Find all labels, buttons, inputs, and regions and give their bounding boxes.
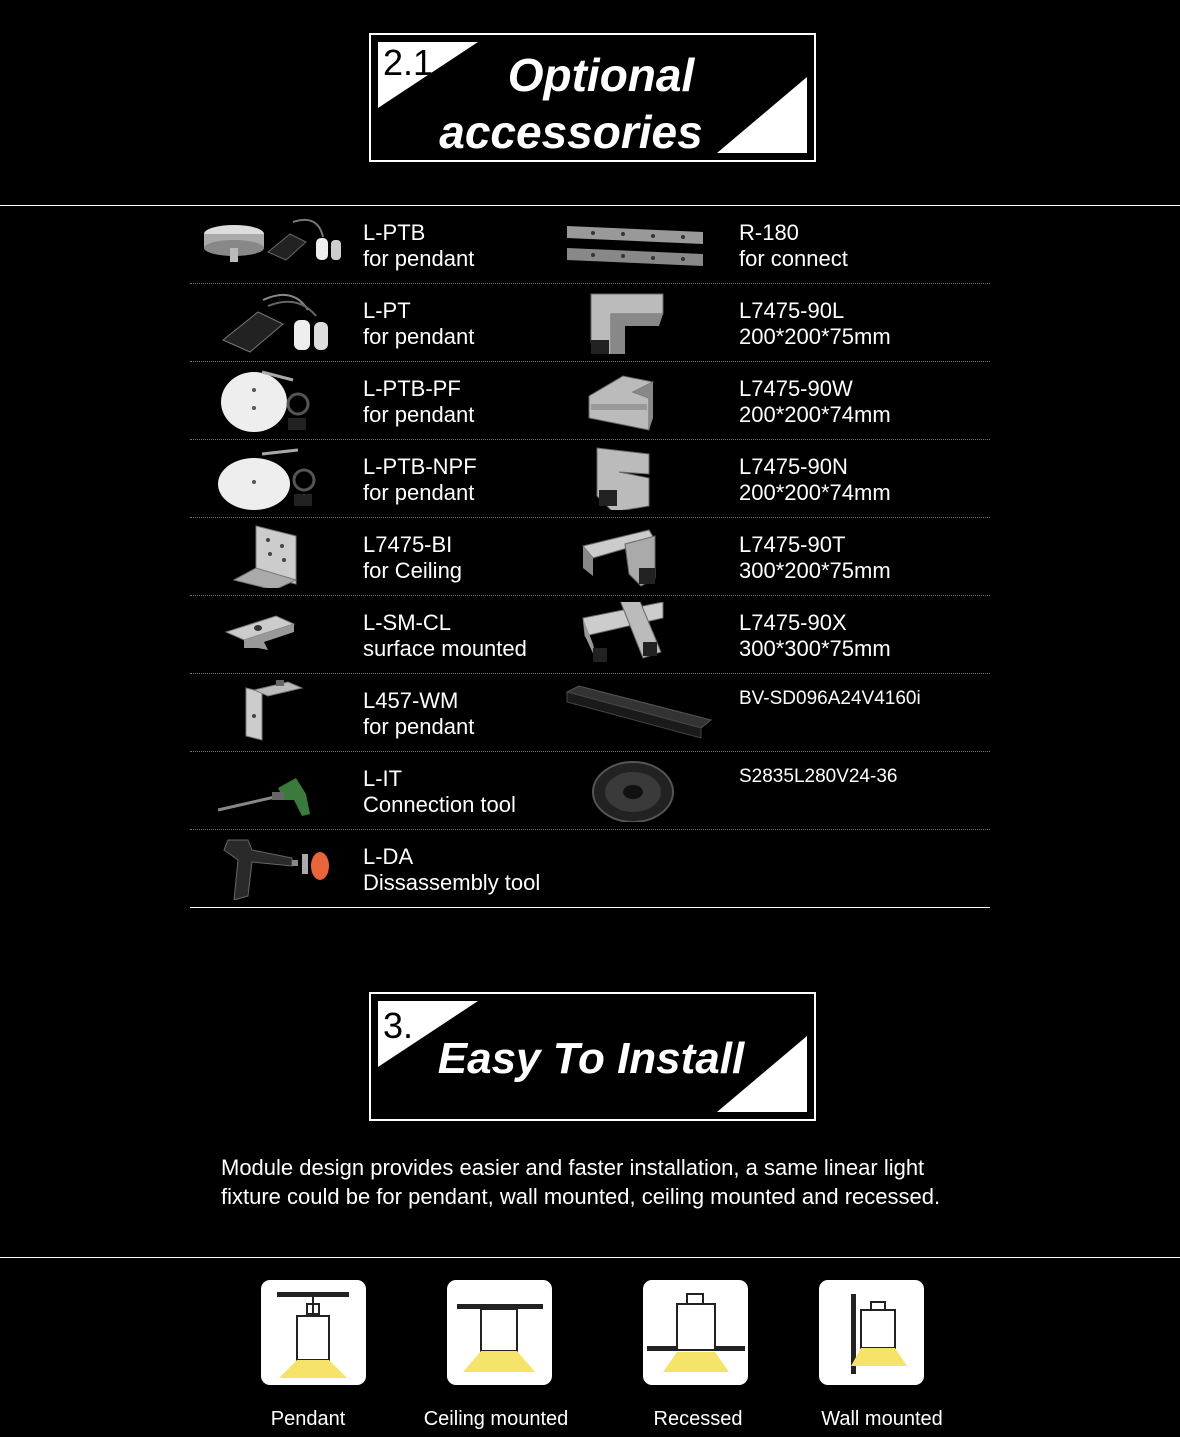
pendant-canopy-kit-icon xyxy=(198,212,348,276)
table-row xyxy=(190,674,990,752)
accessory-desc: for pendant xyxy=(363,246,475,271)
tile xyxy=(447,1280,552,1385)
section-title: Easy To Install xyxy=(437,1034,745,1083)
l-corner-profile-icon xyxy=(563,290,713,354)
accessory-item xyxy=(565,206,990,283)
accessory-item xyxy=(190,830,565,907)
accessory-code: L457-WM xyxy=(363,688,459,713)
accessory-code: BV-SD096A24V4160i xyxy=(739,688,921,709)
accessory-item xyxy=(190,674,565,751)
accessory-code: L7475-90T xyxy=(739,532,846,557)
install-methods xyxy=(0,1278,1180,1437)
install-label-text: Wall mounted xyxy=(821,1408,943,1430)
table-row xyxy=(190,284,990,362)
accessory-desc: for pendant xyxy=(363,714,475,739)
install-label-text: Ceiling mounted xyxy=(423,1408,569,1430)
driver-box-icon xyxy=(563,680,713,744)
table-row xyxy=(190,518,990,596)
accessory-label xyxy=(363,766,516,818)
accessory-item xyxy=(565,596,990,673)
accessory-item xyxy=(190,596,565,673)
accessory-code: S2835L280V24-36 xyxy=(739,766,898,787)
accessory-item xyxy=(565,284,990,361)
accessory-item xyxy=(190,518,565,595)
accessory-label xyxy=(739,220,848,272)
accessory-code: L7475-90N xyxy=(739,454,848,479)
table-row xyxy=(190,830,990,908)
accessory-label xyxy=(739,532,891,584)
l-corner-profile-icon xyxy=(563,446,713,510)
accessory-label xyxy=(739,376,891,428)
divider xyxy=(0,1257,1180,1258)
accessory-item xyxy=(190,284,565,361)
tile xyxy=(261,1280,366,1385)
hex-key-tool-icon xyxy=(198,758,348,822)
wall-bracket-icon xyxy=(198,680,348,744)
accessory-label xyxy=(739,764,897,790)
accessory-desc: for pendant xyxy=(363,480,475,505)
section-number: 3. xyxy=(383,1005,414,1046)
table-row xyxy=(190,206,990,284)
accessories-table xyxy=(190,206,990,908)
accessory-code: L-PTB-PF xyxy=(363,376,461,401)
accessory-desc: 300*200*75mm xyxy=(739,558,891,583)
accessory-label xyxy=(363,532,462,584)
install-label xyxy=(792,1408,972,1431)
section-number: 2.1 xyxy=(383,42,434,83)
accessory-label xyxy=(363,298,474,350)
table-row xyxy=(190,596,990,674)
accessory-code: L-PTB xyxy=(363,220,426,245)
install-label-text: Recessed xyxy=(653,1408,743,1430)
accessory-desc: for pendant xyxy=(363,324,475,349)
accessory-item xyxy=(190,440,565,517)
tile xyxy=(643,1280,748,1385)
table-row xyxy=(190,752,990,830)
pendant-install-icon xyxy=(261,1280,366,1385)
install-label xyxy=(608,1408,788,1431)
table-row xyxy=(190,440,990,518)
tile xyxy=(819,1280,924,1385)
accessory-code: L7475-90L xyxy=(739,298,845,323)
ceiling-bracket-icon xyxy=(198,524,348,588)
accessory-code: L7475-90X xyxy=(739,610,847,635)
recessed-install-icon xyxy=(643,1280,748,1385)
l-corner-profile-icon xyxy=(563,368,713,432)
intro-paragraph: Module design provides easier and faster installation, a same linear light fixture could be for pendant, wall mounted, ceiling mounted and recessed. xyxy=(221,1155,941,1209)
accessory-code: L-DA xyxy=(363,844,414,869)
accessory-item xyxy=(565,362,990,439)
accessory-label xyxy=(363,688,474,740)
canopy-plate-kit-icon xyxy=(198,446,348,510)
accessory-label xyxy=(739,610,891,662)
accessory-code: L7475-90W xyxy=(739,376,853,401)
accessory-desc: 300*300*75mm xyxy=(739,636,891,661)
install-label xyxy=(406,1408,586,1431)
accessory-label xyxy=(739,686,921,712)
accessory-label xyxy=(363,220,474,272)
accessory-item xyxy=(565,518,990,595)
accessory-desc: 200*200*74mm xyxy=(739,402,891,427)
accessory-desc: for pendant xyxy=(363,402,475,427)
accessory-desc: 200*200*74mm xyxy=(739,480,891,505)
x-joint-profile-icon xyxy=(563,602,713,666)
t-joint-profile-icon xyxy=(563,524,713,588)
accessory-item xyxy=(190,752,565,829)
accessory-item xyxy=(190,362,565,439)
install-label xyxy=(218,1408,398,1431)
accessory-code: L7475-BI xyxy=(363,532,453,557)
accessory-desc: Connection tool xyxy=(363,792,516,817)
accessory-label xyxy=(363,610,527,662)
pendant-cable-kit-icon xyxy=(198,290,348,354)
connector-plates-icon xyxy=(563,212,713,276)
t-handle-tool-icon xyxy=(198,836,348,900)
install-label-text: Pendant xyxy=(270,1408,346,1430)
accessory-label xyxy=(739,298,891,350)
canopy-plate-kit-icon xyxy=(198,368,348,432)
section-title-box xyxy=(369,992,816,1121)
accessory-code: L-PT xyxy=(363,298,411,323)
accessory-label xyxy=(363,376,474,428)
accessory-label xyxy=(363,454,477,506)
accessory-code: L-IT xyxy=(363,766,403,791)
accessory-label xyxy=(739,454,891,506)
led-strip-reel-icon xyxy=(563,758,713,822)
section-title-line1: Optional xyxy=(507,49,695,101)
accessory-desc: Dissassembly tool xyxy=(363,870,541,895)
accessory-code: L-SM-CL xyxy=(363,610,452,635)
accessory-item xyxy=(190,206,565,283)
accessory-item xyxy=(565,752,990,829)
accessory-desc: for Ceiling xyxy=(363,558,463,583)
wall-install-icon xyxy=(819,1280,924,1385)
accessory-item xyxy=(565,440,990,517)
surface-clip-icon xyxy=(198,602,348,666)
section-title-box xyxy=(369,33,816,162)
accessory-desc: for connect xyxy=(739,246,848,271)
table-row xyxy=(190,362,990,440)
accessory-desc: 200*200*75mm xyxy=(739,324,891,349)
accessory-code: L-PTB-NPF xyxy=(363,454,477,479)
ceiling-install-icon xyxy=(447,1280,552,1385)
section-title-line2: accessories xyxy=(439,106,703,158)
accessory-desc: surface mounted xyxy=(363,636,527,661)
accessory-item xyxy=(565,674,990,751)
accessory-code: R-180 xyxy=(739,220,799,245)
accessory-label xyxy=(363,844,540,896)
